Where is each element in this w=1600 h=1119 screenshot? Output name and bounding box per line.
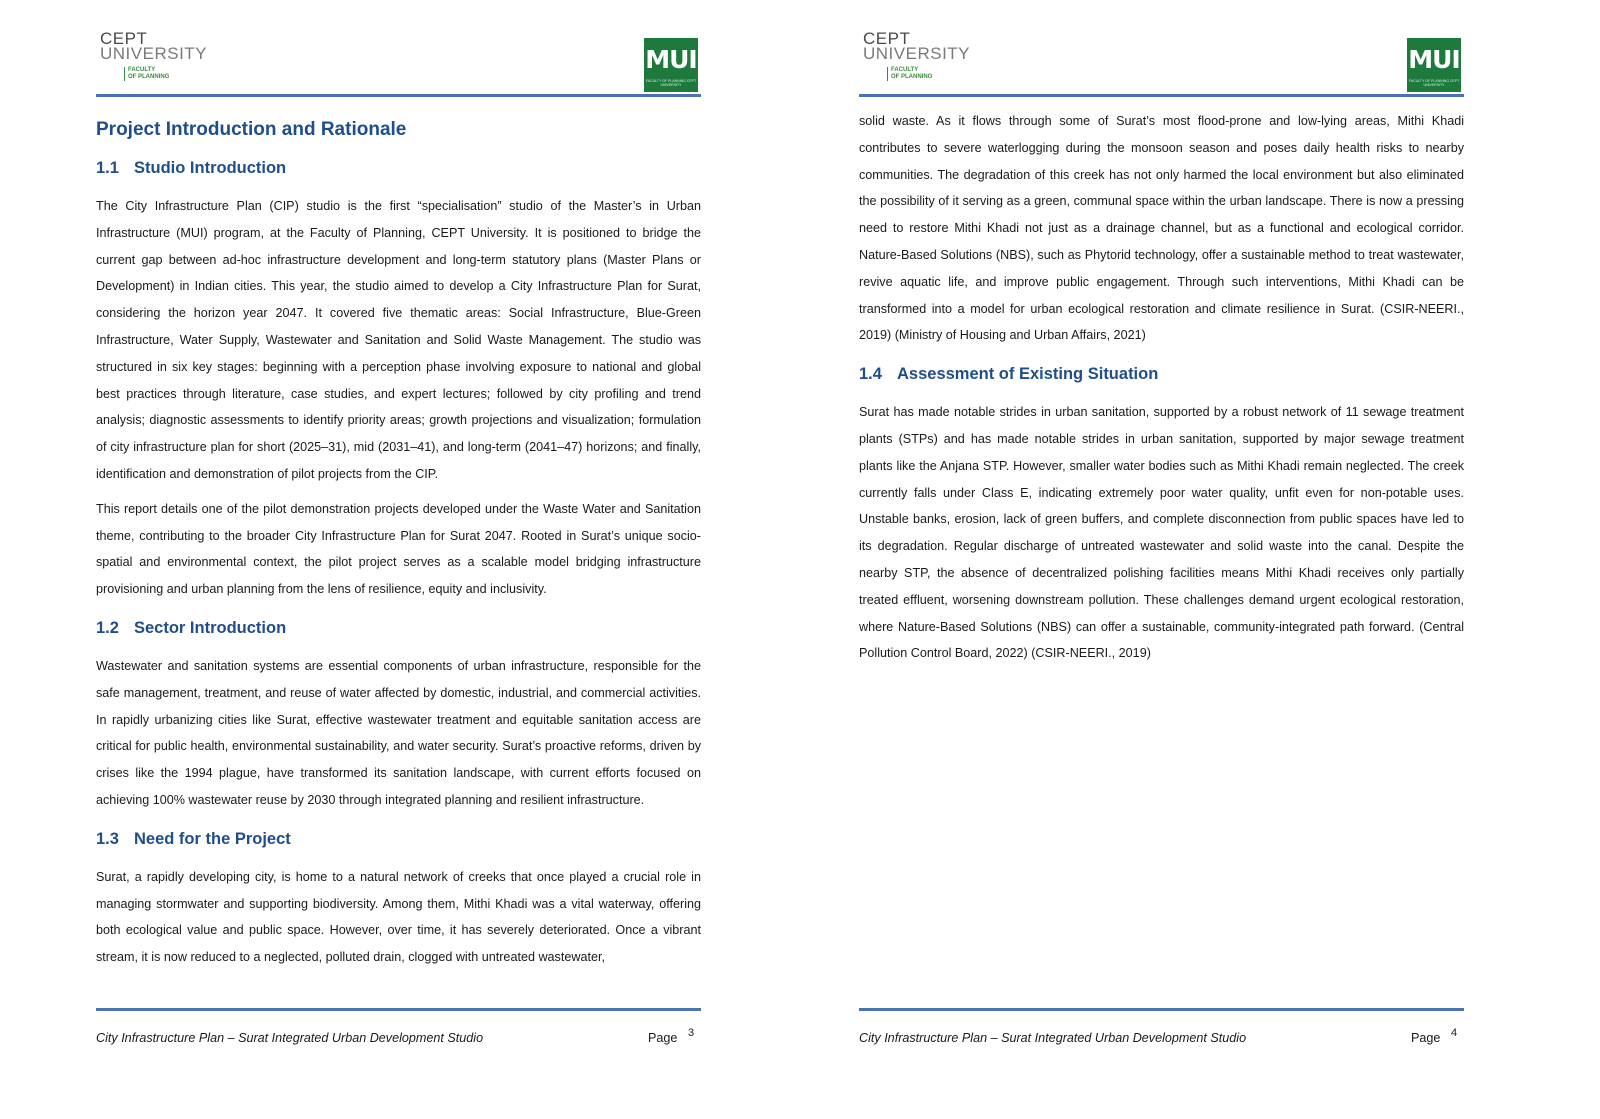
paragraph-studio-intro: The City Infrastructure Plan (CIP) studio is the first “specialisation” studio of the Master’s in Urban Infrastructure (MUI) program, at the Faculty of Planning, CEPT University. It is positioned to bridge the current gap between ad-hoc infrastructure development and long-term statutory plans (Master Plans or Development) in Indian cities. This year, the studio aimed to develop a City Infrastructure Plan for Surat, considering the horizon year 2047. It covered five thematic areas: Social Infrastructure, Blue-Green Infrastructure, Water Supply, Wastewater and Sanitation and Solid Waste Management. The studio was structured in six key stages: beginning with a perception phase involving exposure to national and global best practices through literature, case studies, and expert lectures; followed by city profiling and trend analysis; diagnostic assessments to identify priority areas; growth projections and visualization; formulation of city infrastructure plan for short (2025–31), mid (2031–41), and long-term (2041–47) horizons; and finally, identification and demonstration of pilot projects from the CIP. bbox=[96, 199, 701, 481]
paragraph-sector-intro: Wastewater and sanitation systems are essential components of urban infrastructure, responsible for the safe management, treatment, and reuse of water affected by domestic, industrial, and commercial activities. In rapidly urbanizing cities like Surat, effective wastewater treatment and equitable sanitation access are critical for public health, environmental sustainability, and water security. Surat’s proactive reforms, driven by crises like the 1994 plague, have transformed its sanitation landscape, with current efforts focused on achieving 100% wastewater reuse by 2030 through integrated planning and resilient infrastructure. bbox=[96, 658, 701, 807]
page-content bbox=[96, 104, 701, 971]
mui-logo-subtext: FACULTY OF PLANNING CEPT UNIVERSITY bbox=[645, 79, 697, 87]
section-heading-1-1: 1.1 Studio Introduction bbox=[96, 159, 287, 177]
footer-page-number: 4 bbox=[1451, 1027, 1458, 1039]
mui-logo-text: MUI bbox=[645, 45, 697, 74]
section-heading-1-4: 1.4 Assessment of Existing Situation bbox=[859, 365, 1159, 384]
footer-page-number: 3 bbox=[688, 1027, 695, 1039]
cept-logo-faculty: FACULTY OF PLANNING bbox=[124, 67, 169, 81]
paragraph-existing-situation: Surat has made notable strides in urban sanitation, supported by a robust network of 11 sewage treatment plants (STPs) and has made notable strides in urban sanitation, supported by major sewage treatment plants like the Anjana STP. However, smaller water bodies such as Mithi Khadi remain neglected. The creek currently falls under Class E, indicating extremely poor water quality, unfit even for non-potable uses. Unstable banks, erosion, lack of green buffers, and complete disconnection from public spaces have led to its degradation. Regular discharge of untreated wastewater and solid waste into the canal. Despite the nearby STP, the absence of decentralized polishing facilities means Mithi Khadi receives only partially treated effluent, worsening downstream pollution. These challenges demand urgent ecological restoration, where Nature-Based Solutions (NBS) can offer a sustainable, community-integrated path forward. (Central Pollution Control Board, 2022) (CSIR-NEERI., 2019) bbox=[859, 405, 1464, 661]
cept-logo-line1: CEPT bbox=[100, 29, 148, 48]
header-rule bbox=[96, 94, 701, 97]
mui-logo-subtext: FACULTY OF PLANNING CEPT UNIVERSITY bbox=[1408, 79, 1460, 87]
cept-logo-line2: UNIVERSITY bbox=[863, 44, 971, 63]
section-heading-1-3: 1.3 Need for the Project bbox=[96, 829, 291, 848]
paragraph-need-for-project-continued: solid waste. As it flows through some of Surat’s most flood-prone and low-lying areas, Mithi Khadi contributes to severe waterlogging during the monsoon season and poses daily health risks to nearby communities. The degradation of this creek has not only harmed the local environment but also eliminated the possibility of it serving as a green, communal space within the urban landscape. There is now a pressing need to restore Mithi Khadi not just as a drainage channel, but as a functional and ecological corridor. Nature-Based Solutions (NBS), such as Phytorid technology, offer a sustainable method to treat wastewater, revive aquatic life, and improve public engagement. Through such interventions, Mithi Khadi can be transformed into a model for urban ecological restoration and climate resilience in Surat. (CSIR-NEERI., 2019) (Ministry of Housing and Urban Affairs, 2021) bbox=[859, 114, 1464, 343]
page-content bbox=[859, 108, 1464, 667]
page-header bbox=[859, 0, 1464, 98]
document-page-right bbox=[859, 0, 1464, 1119]
footer-title: City Infrastructure Plan – Surat Integrated Urban Development Studio bbox=[859, 1031, 1247, 1045]
section-heading-1-2: 1.2 Sector Introduction bbox=[96, 618, 287, 637]
cept-university-logo bbox=[100, 30, 210, 84]
cept-logo-line2: UNIVERSITY bbox=[100, 44, 208, 63]
mui-logo bbox=[1407, 38, 1461, 92]
paragraph-need-for-project: Surat, a rapidly developing city, is home to a natural network of creeks that once played a crucial role in managing stormwater and supporting biodiversity. Among them, Mithi Khadi was a vital waterway, offering both ecological value and public space. However, over time, it has severely deteriorated. Once a vibrant stream, it is now reduced to a neglected, polluted drain, clogged with untreated wastewater, bbox=[96, 869, 701, 965]
mui-logo bbox=[644, 38, 698, 92]
cept-logo-line1: CEPT bbox=[863, 29, 911, 48]
footer-page-label: Page bbox=[1411, 1031, 1441, 1045]
footer-title: City Infrastructure Plan – Surat Integrated Urban Development Studio bbox=[96, 1031, 484, 1045]
footer-rule bbox=[96, 1008, 701, 1011]
chapter-title: Project Introduction and Rationale bbox=[96, 119, 407, 140]
cept-logo-faculty: FACULTY OF PLANNING bbox=[887, 67, 932, 81]
document-page-left bbox=[96, 0, 701, 1119]
header-rule bbox=[859, 94, 1464, 97]
mui-logo-text: MUI bbox=[1408, 45, 1460, 74]
footer-page-label: Page bbox=[648, 1031, 678, 1045]
paragraph-report-details: This report details one of the pilot demonstration projects developed under the Waste Water and Sanitation theme, contributing to the broader City Infrastructure Plan for Surat 2047. Rooted in Surat’s unique socio-spatial and environmental context, the pilot project serves as a scalable model bridging infrastructure provisioning and urban planning from the lens of resilience, equity and inclusivity. bbox=[96, 501, 701, 597]
cept-university-logo bbox=[863, 30, 973, 84]
page-header bbox=[96, 0, 701, 98]
footer-rule bbox=[859, 1008, 1464, 1011]
